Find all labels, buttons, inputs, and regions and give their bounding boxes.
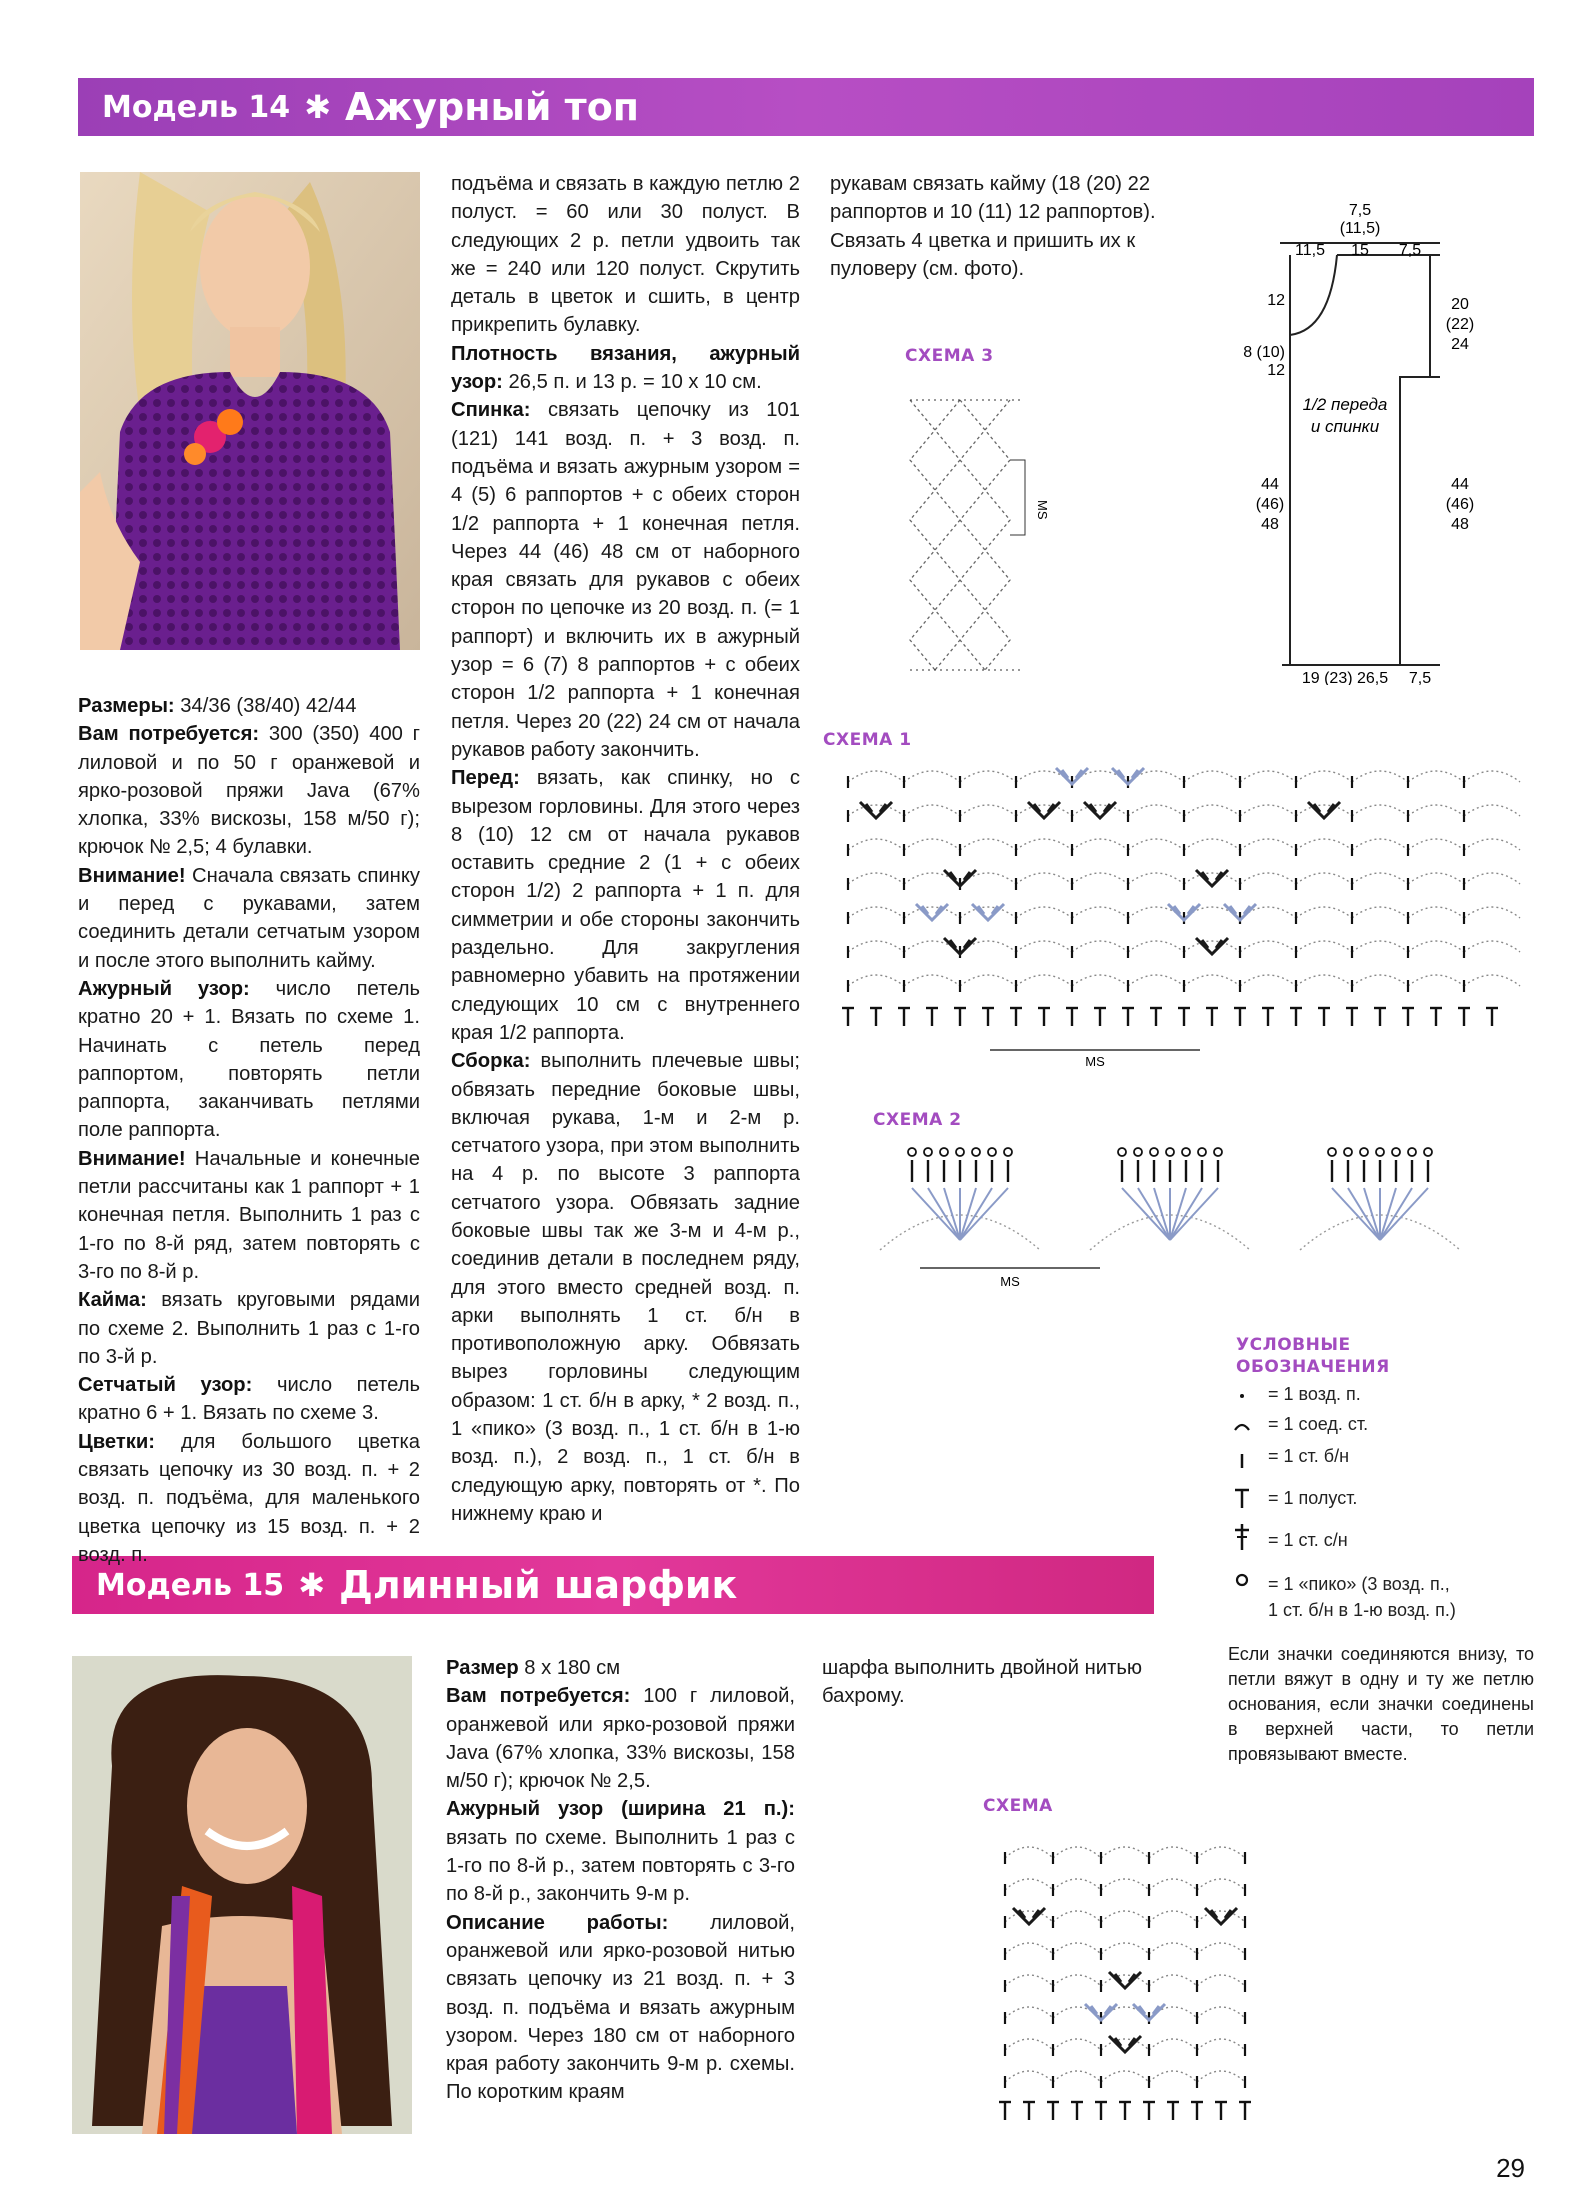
- chain-arc: [1005, 1975, 1053, 1986]
- chain-arc: [1197, 1943, 1245, 1954]
- fan-stitch: [1138, 1188, 1170, 1240]
- star-icon: ✱: [304, 88, 331, 126]
- picot-mark: [1424, 1148, 1432, 1156]
- dim-top-alt: (11,5): [1339, 220, 1381, 237]
- chain-arc: [960, 805, 1016, 816]
- chain-arc: [1408, 771, 1464, 782]
- col3-text: [830, 170, 1182, 283]
- col3-paragraph: рукавам связать кайму (18 (20) 22 раппортов и 10 (11) 12 раппортов). Связать 4 цветка и пришить их к пуловеру (см. фото).: [830, 173, 1156, 280]
- legend-note-text: Если значки соединяются внизу, то петли вяжут в одну и ту же петлю основания, если значки соединены в верхней части, то петли провязывают вместе.: [1228, 1644, 1534, 1764]
- legend-note: [1228, 1642, 1534, 1767]
- chain-arc: [1408, 941, 1464, 952]
- chain-arc: [1128, 975, 1184, 986]
- dim-left-12b: 12: [1267, 362, 1285, 379]
- paragraph-heading: Кайма:: [78, 1289, 147, 1312]
- chain-arc: [1149, 2071, 1197, 2082]
- dim-right-22: (22): [1445, 316, 1475, 333]
- chain-arc: [848, 907, 904, 918]
- model15-title: Длинный шарфик: [339, 1563, 738, 1607]
- paragraph-body: вязать, как спинку, но с вырезом горловины. Для этого через 8 (10) 12 см от начала рукавов оставить средние 2 (1 + с обеих сторон 1/2) 2 раппорта + 1 п. для симметрии и обе стороны закончить раздельно. Для закругления равномерно убавить на протяжении следующих 10 см с внутреннего края 1/2 раппорта.: [451, 767, 800, 1044]
- chain-arc: [1128, 839, 1184, 850]
- chain-arc: [1149, 1911, 1197, 1922]
- dim-bottom-r: 7,5: [1408, 670, 1432, 685]
- chain-arc: [1408, 805, 1464, 816]
- schema-label: СХЕМА: [983, 1796, 1053, 1816]
- dim-l46: (46): [1255, 496, 1285, 513]
- chain-arc: [1197, 2071, 1245, 2082]
- paragraph: [78, 692, 420, 720]
- model15-photo: [72, 1656, 412, 2134]
- model14-photo: [80, 172, 420, 650]
- chain-arc: [1072, 941, 1128, 952]
- chain-arc: [1408, 839, 1464, 850]
- paragraph-body: 300 (350) 400 г лиловой и по 50 г оранжевой и ярко-розовой пряжи Java (67% хлопка, 33% вискозы, 158 м/50 г); крючок № 2,5; 4 булавки.: [78, 723, 420, 859]
- paragraph-heading: Цветки:: [78, 1430, 155, 1453]
- scarf-schema-diagram: [985, 1820, 1385, 2140]
- chain-arc: [1352, 873, 1408, 884]
- chain-arc: [1296, 771, 1352, 782]
- picot-mark: [1360, 1148, 1368, 1156]
- model15-label: Модель 15: [96, 1567, 285, 1603]
- dim-top: 7,5: [1348, 202, 1372, 219]
- paragraph-heading: Сетчатый узор:: [78, 1374, 253, 1397]
- chain-arc: [1464, 771, 1520, 782]
- paragraph: [446, 1909, 795, 2107]
- chain-arc: [1128, 873, 1184, 884]
- paragraph-heading: Ажурный узор:: [78, 977, 250, 1000]
- picot-mark: [1392, 1148, 1400, 1156]
- chain-arc: [1101, 2039, 1149, 2050]
- model14-banner: [78, 78, 1534, 136]
- chain-arc: [1101, 1943, 1149, 1954]
- chain-arc: [1197, 1879, 1245, 1890]
- ms-label: MS: [1085, 1054, 1105, 1069]
- part-label-2: и спинки: [1310, 417, 1380, 436]
- dim-11-5: 11,5: [1295, 242, 1325, 259]
- chain-arc: [848, 975, 904, 986]
- paragraph-body: подъёма и связать в каждую петлю 2 полуст. = 60 или 30 полуст. В следующих 2 р. петли удвоить так же = 240 или 120 полуст. Скрутить деталь в цветок и сшить, в центр прикрепить булавку.: [451, 173, 800, 337]
- picot-mark: [1166, 1148, 1174, 1156]
- paragraph-body: число петель кратно 20 + 1. Вязать по схеме 1. Начинать с петель перед раппортом, повторять петли раппорта, заканчивать петлями поле раппорта.: [78, 977, 421, 1142]
- legend-item-hdc: = 1 полуст.: [1268, 1488, 1358, 1508]
- paragraph-heading: Размеры:: [78, 695, 175, 717]
- chain-arc: [1408, 975, 1464, 986]
- chain-arc: [1464, 805, 1520, 816]
- chain-arc: [848, 771, 904, 782]
- chain-arc: [1053, 2039, 1101, 2050]
- dim-left-12: 12: [1267, 292, 1285, 309]
- m15-col3-paragraph: шарфа выполнить двойной нитью бахрому.: [822, 1657, 1142, 1708]
- legend-title-2: ОБОЗНАЧЕНИЯ: [1236, 1357, 1390, 1377]
- fan-stitch: [1380, 1188, 1412, 1240]
- picot-mark: [956, 1148, 964, 1156]
- picot-mark: [924, 1148, 932, 1156]
- chain-arc: [1197, 1975, 1245, 1986]
- chain-arc: [960, 839, 1016, 850]
- schema1-label: СХЕМА 1: [823, 730, 912, 750]
- schema1-diagram: [830, 760, 1550, 1070]
- chain-arc: [1352, 907, 1408, 918]
- pattern-diagram: [1230, 195, 1500, 685]
- chain-arc: [1101, 1911, 1149, 1922]
- chain-arc: [1149, 1943, 1197, 1954]
- paragraph: [446, 1795, 795, 1908]
- paragraph-body: число петель кратно 6 + 1. Вязать по схеме 3.: [78, 1374, 421, 1425]
- paragraph-heading: Внимание!: [78, 1147, 186, 1170]
- dim-l48: 48: [1261, 516, 1279, 533]
- chain-arc: [1016, 941, 1072, 952]
- chain-arc: [1240, 805, 1296, 816]
- chain-arc: [1240, 771, 1296, 782]
- legend-title-1: УСЛОВНЫЕ: [1236, 1335, 1351, 1355]
- fan-stitch: [928, 1188, 960, 1240]
- chain-arc: [1240, 975, 1296, 986]
- paragraph-body: выполнить плечевые швы; обвязать передние боковые швы, включая рукава, 1-м и 2-м р. сетчатого узора, при этом выполнить на 4 р. по высоте 3 раппорта сетчатого узора. Обвязать задние боковые швы так же 3-м и 4-м р., соединив детали в последнем ряду, для этого вместо средней возд. п. арки выполнять 1 ст. б/н в противоположную арку. Обвязать вырез горловины следующим образом: 1 ст. б/н в арку, * 2 возд. п., 1 «пико» (3 возд. п., 1 ст. б/н в 1-ю возд. п.), 2 возд. п., 1 ст. б/н в следующую арку, повторять от *. По нижнему краю и: [451, 1050, 800, 1525]
- legend-item-chain: = 1 возд. п.: [1268, 1384, 1361, 1404]
- chain-arc: [1053, 1847, 1101, 1858]
- chain-arc: [1296, 975, 1352, 986]
- paragraph-heading: Спинка:: [451, 399, 531, 422]
- legend-title: [1236, 1334, 1390, 1378]
- chain-arc: [960, 975, 1016, 986]
- chain-arc: [1072, 975, 1128, 986]
- dim-r44: 44: [1451, 476, 1469, 493]
- paragraph: [78, 975, 420, 1145]
- chain-arc: [1296, 805, 1352, 816]
- ms-label: MS: [1035, 500, 1050, 520]
- picot-mark: [908, 1148, 916, 1156]
- paragraph: [451, 396, 800, 764]
- legend-item-picot-2: 1 ст. б/н в 1-ю возд. п.): [1268, 1600, 1456, 1620]
- fan-stitch: [1170, 1188, 1202, 1240]
- dim-r46: (46): [1445, 496, 1475, 513]
- chain-arc: [1197, 1911, 1245, 1922]
- picot-mark: [1118, 1148, 1126, 1156]
- chain-arc: [1005, 1879, 1053, 1890]
- chain-arc: [1197, 2007, 1245, 2018]
- schema2-diagram: [870, 1140, 1510, 1300]
- chain-arc: [904, 839, 960, 850]
- chain-arc: [1072, 805, 1128, 816]
- chain-arc: [1464, 975, 1520, 986]
- chain-arc: [1296, 839, 1352, 850]
- chain-arc: [848, 873, 904, 884]
- chain-arc: [1128, 805, 1184, 816]
- chain-arc: [1352, 839, 1408, 850]
- chain-arc: [1016, 907, 1072, 918]
- paragraph-body: вязать по схеме. Выполнить 1 раз с 1-го по 8-й р., затем повторять с 3-го по 8-й р., закончить 9-м р.: [446, 1826, 795, 1906]
- star-icon: ✱: [298, 1566, 325, 1604]
- col1-text: [78, 692, 420, 1569]
- legend-item-slip: = 1 соед. ст.: [1268, 1414, 1369, 1434]
- dim-15: 15: [1351, 242, 1369, 259]
- chain-arc: [1072, 839, 1128, 850]
- chain-arc: [848, 805, 904, 816]
- picot-mark: [1004, 1148, 1012, 1156]
- chain-arc: [1149, 1879, 1197, 1890]
- paragraph-body: связать цепочку из 101 (121) 141 возд. п. + 3 возд. п. подъёма и вязать ажурным узором = 4 (5) 6 раппортов + с обеих сторон 1/2 раппорта + 1 конечная петля. Через 44 (46) 48 см от наборного края связать для рукавов с обеих сторон по цепочке из 20 возд. п. (= 1 раппорт) и включить их в ажурный узор = 6 (7) 8 раппортов + с обеих сторон 1/2 раппорта + 1 конечная петля. Через 20 (22) 24 см от начала рукавов работу закончить.: [451, 399, 800, 761]
- dim-r48: 48: [1451, 516, 1469, 533]
- chain-arc: [1005, 1911, 1053, 1922]
- picot-mark: [1134, 1148, 1142, 1156]
- chain-arc: [1101, 1879, 1149, 1890]
- chain-arc: [848, 839, 904, 850]
- chain-arc: [1184, 873, 1240, 884]
- m15-col2-text: [446, 1654, 795, 2107]
- fan-stitch: [1348, 1188, 1380, 1240]
- paragraph-body: Сначала связать спинку и перед с рукавами, затем соединить детали сетчатым узором и после этого выполнить кайму.: [78, 864, 420, 972]
- picot-mark: [1182, 1148, 1190, 1156]
- paragraph-heading: Вам потребуется:: [78, 723, 260, 746]
- chain-arc: [1184, 805, 1240, 816]
- picot-mark: [940, 1148, 948, 1156]
- schema2-label: СХЕМА 2: [873, 1110, 962, 1130]
- dim-l44: 44: [1261, 476, 1279, 493]
- picot-mark: [1344, 1148, 1352, 1156]
- col2-text: [451, 170, 800, 1528]
- chain-arc: [1016, 975, 1072, 986]
- m15-col3-text: [822, 1654, 1172, 1711]
- paragraph-heading: Плотность вязания, ажурный узор:: [451, 342, 800, 394]
- paragraph: [78, 1286, 420, 1371]
- picot-mark: [1214, 1148, 1222, 1156]
- chain-arc: [1197, 2039, 1245, 2050]
- schema3-diagram: [890, 370, 1070, 700]
- chain-arc: [1005, 2039, 1053, 2050]
- paragraph-body: лиловой, оранжевой или ярко-розовой нитью связать цепочку из 21 возд. п. + 3 возд. п. подъёма и вязать ажурным узором. Через 180 см от наборного края работу закончить 9-м р. схемы. По коротким краям: [446, 1911, 796, 2104]
- chain-arc: [1149, 1847, 1197, 1858]
- dim-bottom: 19 (23) 26,5: [1301, 670, 1389, 685]
- chain-arc: [1464, 839, 1520, 850]
- chain-arc: [1197, 1847, 1245, 1858]
- paragraph: [451, 1047, 800, 1528]
- chain-arc: [1184, 771, 1240, 782]
- chain-arc: [1005, 2007, 1053, 2018]
- paragraph: [446, 1682, 795, 1795]
- picot-mark: [972, 1148, 980, 1156]
- legend-symbols: [1230, 1384, 1260, 1634]
- fan-stitch: [960, 1188, 992, 1240]
- model14-label: Модель 14: [102, 89, 291, 125]
- paragraph: [451, 170, 800, 340]
- page-number: 29: [1496, 2153, 1525, 2183]
- chain-arc: [1184, 975, 1240, 986]
- paragraph-body: 100 г лиловой, оранжевой или ярко-розовой пряжи Java (67% хлопка, 33% вискозы, 158 м/50 г); крючок № 2,5.: [446, 1685, 795, 1793]
- chain-arc: [1184, 941, 1240, 952]
- part-label: 1/2 переда: [1302, 395, 1388, 414]
- chain-arc: [1296, 873, 1352, 884]
- chain-arc: [1053, 1975, 1101, 1986]
- legend-item-picot: = 1 «пико» (3 возд. п.,: [1268, 1574, 1450, 1594]
- model14-title: Ажурный топ: [345, 85, 640, 129]
- picot-mark: [1376, 1148, 1384, 1156]
- paragraph-heading: Сборка:: [451, 1050, 531, 1073]
- chain-arc: [1053, 2071, 1101, 2082]
- chain-arc: [848, 941, 904, 952]
- chain-arc: [904, 805, 960, 816]
- paragraph-heading: Описание работы:: [446, 1911, 669, 1934]
- chain-arc: [1016, 805, 1072, 816]
- chain-arc: [1240, 941, 1296, 952]
- chain-arc: [1149, 1975, 1197, 1986]
- chain-arc: [1240, 839, 1296, 850]
- chain-arc: [1240, 873, 1296, 884]
- paragraph-heading: Перед:: [451, 767, 520, 790]
- legend-item-dc: = 1 ст. с/н: [1268, 1530, 1348, 1550]
- paragraph: [78, 720, 420, 861]
- picot-mark: [1150, 1148, 1158, 1156]
- paragraph: [78, 1145, 420, 1286]
- chain-arc: [1053, 1911, 1101, 1922]
- dim-7-5: 7,5: [1398, 242, 1422, 259]
- chain-arc: [1016, 839, 1072, 850]
- paragraph-heading: Внимание!: [78, 864, 186, 887]
- picot-mark: [988, 1148, 996, 1156]
- paragraph-heading: Ажурный узор (ширина 21 п.):: [446, 1798, 795, 1821]
- chain-arc: [904, 771, 960, 782]
- paragraph: [78, 1371, 420, 1428]
- chain-arc: [960, 907, 1016, 918]
- chain-arc: [1128, 941, 1184, 952]
- ms-label: MS: [1000, 1274, 1020, 1289]
- chain-arc: [1101, 2071, 1149, 2082]
- dim-left-8-10: 8 (10): [1243, 344, 1285, 361]
- chain-arc: [1352, 771, 1408, 782]
- chain-arc: [1053, 1943, 1101, 1954]
- chain-arc: [1005, 2071, 1053, 2082]
- picot-mark: [1408, 1148, 1416, 1156]
- chain-arc: [1464, 941, 1520, 952]
- chain-arc: [1101, 1847, 1149, 1858]
- legend-item-sc: = 1 ст. б/н: [1268, 1446, 1350, 1466]
- schema3-label: СХЕМА 3: [905, 346, 994, 366]
- paragraph: [78, 1428, 420, 1569]
- paragraph-body: 26,5 п. и 13 р. = 10 х 10 см.: [502, 371, 762, 394]
- chain-arc: [1149, 2039, 1197, 2050]
- dim-right-20: 20: [1451, 296, 1469, 313]
- paragraph-heading: Размер: [446, 1657, 519, 1679]
- paragraph-body: Начальные и конечные петли рассчитаны как 1 раппорт + 1 конечная петля. Выполнить 1 раз с 1-го по 8-й ряд, затем повторять с 3-го по 8-й р.: [78, 1147, 420, 1283]
- chain-arc: [1296, 907, 1352, 918]
- chain-arc: [1352, 941, 1408, 952]
- chain-arc: [1464, 907, 1520, 918]
- chain-arc: [1464, 873, 1520, 884]
- chain-arc: [1408, 907, 1464, 918]
- chain-arc: [1296, 941, 1352, 952]
- chain-arc: [1005, 1943, 1053, 1954]
- chain-arc: [1352, 805, 1408, 816]
- chain-arc: [1053, 1879, 1101, 1890]
- paragraph-heading: Вам потребуется:: [446, 1685, 631, 1708]
- chain-arc: [1072, 907, 1128, 918]
- picot-mark: [1198, 1148, 1206, 1156]
- paragraph: [451, 764, 800, 1047]
- paragraph-body: 34/36 (38/40) 42/44: [174, 695, 357, 717]
- chain-arc: [904, 975, 960, 986]
- paragraph: [78, 862, 420, 975]
- chain-arc: [904, 907, 960, 918]
- paragraph-body: 8 х 180 см: [518, 1657, 621, 1679]
- chain-arc: [1016, 873, 1072, 884]
- paragraph-body: для большого цветка связать цепочку из 30 возд. п. + 2 возд. п. подъёма, для маленького цветка цепочку из 15 возд. п. + 2 возд. п.: [78, 1430, 420, 1566]
- paragraph: [451, 340, 800, 397]
- chain-arc: [1408, 873, 1464, 884]
- paragraph: [446, 1654, 795, 1682]
- paragraph-body: вязать круговыми рядами по схеме 2. Выполнить 1 раз с 1-го по 3-й р.: [78, 1289, 420, 1368]
- chain-arc: [1184, 839, 1240, 850]
- chain-arc: [960, 771, 1016, 782]
- chain-arc: [1352, 975, 1408, 986]
- picot-mark: [1328, 1148, 1336, 1156]
- chain-arc: [1072, 873, 1128, 884]
- dim-right-24: 24: [1451, 336, 1469, 353]
- chain-arc: [1005, 1847, 1053, 1858]
- chain-arc: [1101, 1975, 1149, 1986]
